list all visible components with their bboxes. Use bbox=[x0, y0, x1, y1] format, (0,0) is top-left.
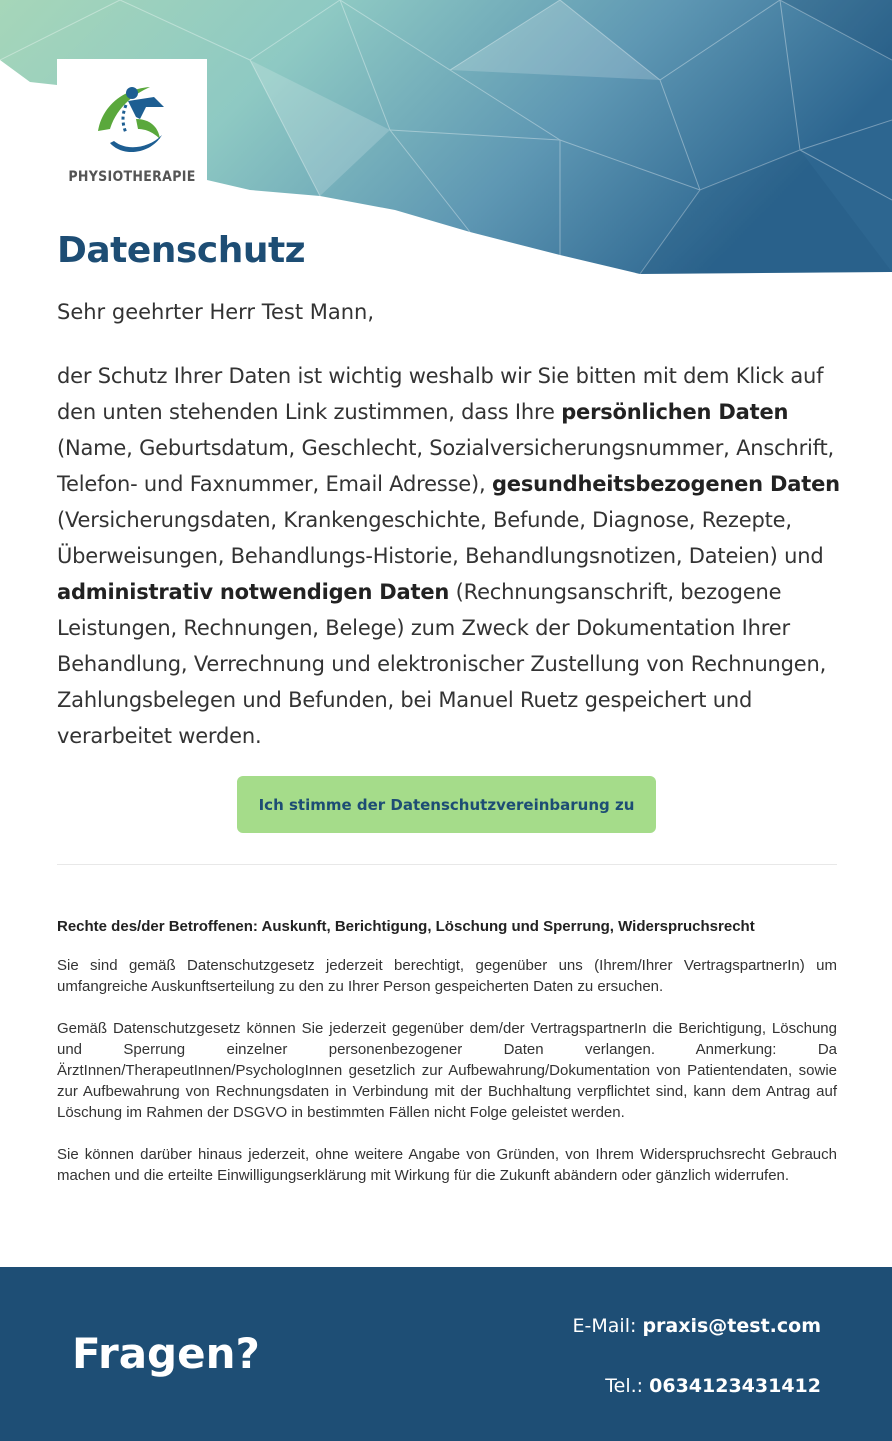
footer bbox=[0, 1267, 892, 1441]
phone-label: Tel.: bbox=[605, 1375, 650, 1397]
consent-text bbox=[57, 358, 847, 754]
rights-heading: Rechte des/der Betroffenen: Auskunft, Berichtigung, Löschung und Sperrung, Widerspruchsrecht bbox=[57, 918, 755, 935]
page-title: Datenschutz bbox=[57, 230, 306, 271]
consent-text-part: (Name, Geburtsdatum, Geschlecht, Sozialversicherungsnummer, Anschrift, Telefon- und Faxnummer, Email Adresse), bbox=[57, 436, 834, 496]
consent-text-part: (Versicherungsdaten, Krankengeschichte, Befunde, Diagnose, Rezepte, Überweisungen, Behandlungs-Historie, Behandlungsnotizen, Dateien) und bbox=[57, 508, 824, 568]
greeting: Sehr geehrter Herr Test Mann, bbox=[57, 300, 375, 324]
phone-link[interactable]: 0634123431412 bbox=[649, 1375, 821, 1397]
rights-paragraph: Gemäß Datenschutzgesetz können Sie jederzeit gegenüber dem/der VertragspartnerIn die Berichtigung, Löschung und Sperrung einzelner personenbezogener Daten verlangen. Anmerkung: Da ÄrztInnen/TherapeutInnen/PsychologInnen gesetzlich zur Aufbewahrung/Dokumentation von Patientendaten, sowie zur Aufbewahrung von Rechnungsdaten in Verbindung mit der Buchhaltung verpflichtet sind, kann dem Antrag auf Löschung im Rahmen der DSGVO in bestimmten Fällen nicht Folge geleistet werden. bbox=[57, 1020, 837, 1121]
rights-section bbox=[57, 918, 837, 1207]
consent-text-bold: gesundheitsbezogenen Daten bbox=[491, 472, 840, 496]
divider bbox=[57, 864, 837, 865]
consent-text-part: (Rechnungsanschrift, bezogene Leistungen, Rechnungen, Belege) zum Zweck der Dokumentation Ihrer Behandlung, Verrechnung und elektronischer Zustellung von Rechnungen, Zahlungsbelegen und Befunden, bei Manuel Ruetz gespeichert und verarbeitet werden. bbox=[57, 580, 827, 748]
physio-logo-icon bbox=[92, 79, 172, 159]
logo-text: PHYSIOTHERAPIE bbox=[68, 169, 196, 185]
email-label: E-Mail: bbox=[572, 1315, 643, 1337]
consent-text-part: der Schutz Ihrer Daten ist wichtig weshalb wir Sie bitten mit dem Klick auf den unten stehenden Link zustimmen, dass Ihre bbox=[57, 364, 824, 424]
rights-paragraph: Sie können darüber hinaus jederzeit, ohne weitere Angabe von Gründen, von Ihrem Widerspruchsrecht Gebrauch machen und die erteilte Einwilligungserklärung mit Wirkung für die Zukunft abändern oder gänzlich widerrufen. bbox=[57, 1146, 837, 1184]
consent-button[interactable]: Ich stimme der Datenschutzvereinbarung zu bbox=[237, 776, 656, 833]
email-link[interactable]: praxis@test.com bbox=[642, 1315, 821, 1337]
consent-text-bold: persönlichen Daten bbox=[561, 400, 789, 424]
footer-phone bbox=[605, 1375, 821, 1397]
footer-heading: Fragen? bbox=[72, 1329, 260, 1378]
footer-email bbox=[573, 1315, 821, 1337]
logo bbox=[57, 59, 207, 199]
rights-paragraph: Sie sind gemäß Datenschutzgesetz jederzeit berechtigt, gegenüber uns (Ihrem/Ihrer VertragspartnerIn) um umfangreiche Auskunftserteilung zu den zu Ihrer Person gespeicherten Daten zu ersuchen. bbox=[57, 957, 837, 995]
consent-text-bold: administrativ notwendigen Daten bbox=[57, 580, 450, 604]
